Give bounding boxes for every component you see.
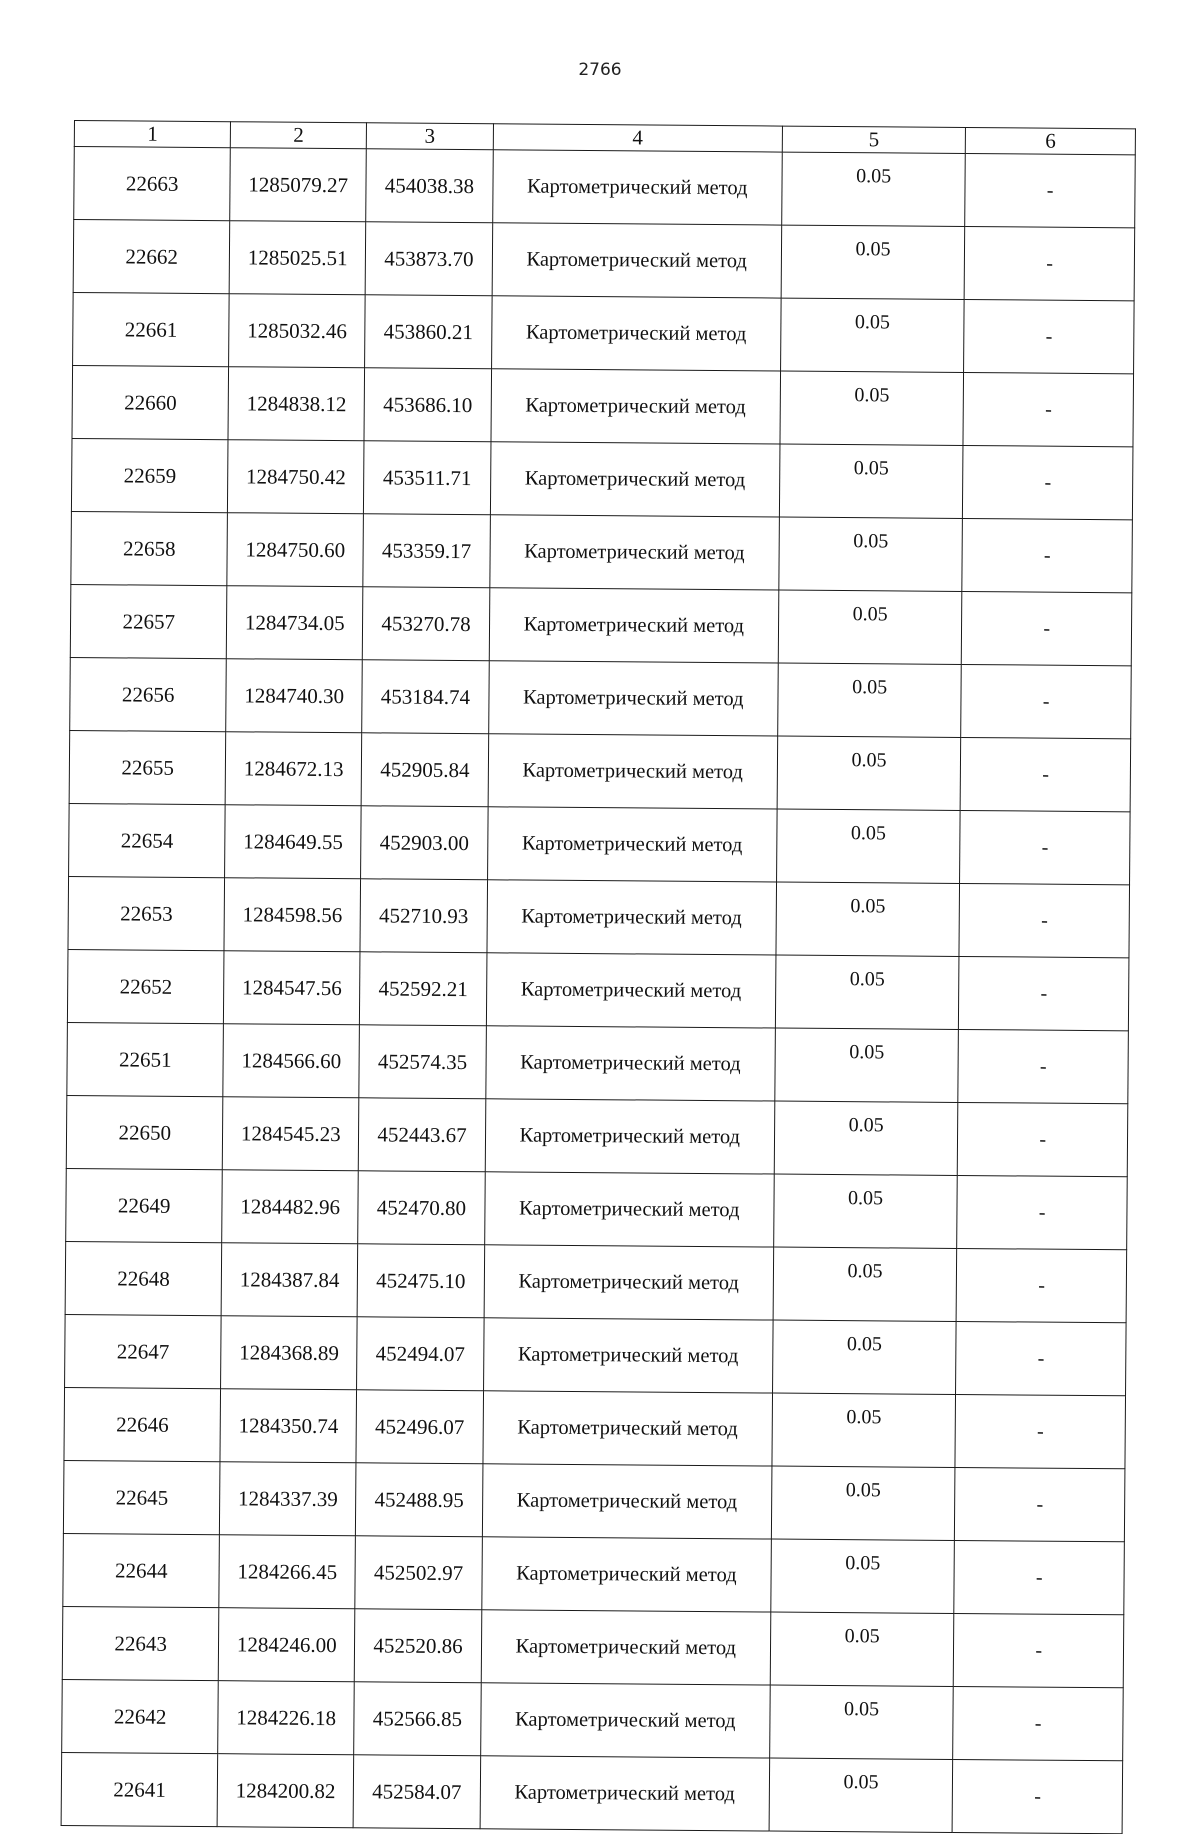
point-number-cell: 22654 [69, 803, 226, 877]
note-cell: - [959, 883, 1129, 957]
table-row [66, 1168, 1128, 1249]
point-number-cell: 22655 [69, 730, 226, 804]
header-col-3: 3 [366, 123, 493, 150]
x-coordinate-cell: 1284672.13 [226, 732, 362, 806]
point-number-cell: 22646 [64, 1387, 221, 1461]
header-col-5: 5 [782, 126, 966, 153]
point-number-cell: 22642 [62, 1679, 219, 1753]
x-coordinate-cell: 1284838.12 [228, 367, 364, 441]
table-row [70, 584, 1132, 665]
table-row [71, 511, 1133, 592]
table-row [62, 1679, 1124, 1760]
accuracy-cell: 0.05 [777, 736, 961, 810]
accuracy-cell: 0.05 [780, 371, 964, 445]
y-coordinate-cell: 452488.95 [355, 1463, 482, 1537]
accuracy-cell: 0.05 [774, 1101, 958, 1175]
accuracy-cell: 0.05 [781, 225, 965, 299]
point-number-cell: 22660 [72, 365, 229, 439]
note-cell: - [963, 445, 1133, 519]
note-cell: - [963, 372, 1133, 446]
y-coordinate-cell: 453184.74 [362, 660, 489, 734]
accuracy-cell: 0.05 [770, 1539, 954, 1613]
header-col-6: 6 [966, 128, 1136, 155]
point-number-cell: 22644 [63, 1533, 220, 1607]
y-coordinate-cell: 452502.97 [355, 1536, 482, 1610]
coordinates-table-wrapper [61, 120, 1136, 1834]
point-number-cell: 22650 [66, 1095, 223, 1169]
accuracy-cell: 0.05 [779, 517, 963, 591]
y-coordinate-cell: 452710.93 [360, 879, 487, 953]
point-number-cell: 22653 [68, 876, 225, 950]
note-cell: - [959, 956, 1129, 1030]
note-cell: - [956, 1321, 1126, 1395]
accuracy-cell: 0.05 [774, 1028, 958, 1102]
x-coordinate-cell: 1284545.23 [223, 1097, 359, 1171]
table-row [63, 1460, 1125, 1541]
x-coordinate-cell: 1284750.60 [227, 513, 363, 587]
note-cell: - [954, 1613, 1124, 1687]
note-cell: - [964, 299, 1134, 373]
accuracy-cell: 0.05 [772, 1320, 956, 1394]
note-cell: - [954, 1540, 1124, 1614]
x-coordinate-cell: 1284350.74 [220, 1389, 356, 1463]
y-coordinate-cell: 452470.80 [358, 1171, 485, 1245]
y-coordinate-cell: 452566.85 [354, 1682, 481, 1756]
method-cell: Картометрический метод [480, 1756, 769, 1831]
x-coordinate-cell: 1284649.55 [225, 805, 361, 879]
point-number-cell: 22648 [65, 1241, 222, 1315]
note-cell: - [960, 810, 1130, 884]
method-cell: Картометрический метод [491, 369, 780, 444]
accuracy-cell: 0.05 [779, 444, 963, 518]
table-row [69, 730, 1131, 811]
x-coordinate-cell: 1284598.56 [224, 878, 360, 952]
x-coordinate-cell: 1284226.18 [218, 1681, 354, 1755]
y-coordinate-cell: 453270.78 [362, 587, 489, 661]
accuracy-cell: 0.05 [770, 1612, 954, 1686]
table-row [67, 1022, 1129, 1103]
x-coordinate-cell: 1284547.56 [224, 951, 360, 1025]
method-cell: Картометрический метод [490, 515, 779, 590]
point-number-cell: 22663 [74, 147, 231, 221]
accuracy-cell: 0.05 [773, 1174, 957, 1248]
method-cell: Картометрический метод [486, 1026, 775, 1101]
point-number-cell: 22659 [71, 438, 228, 512]
table-row [74, 147, 1136, 228]
method-cell: Картометрический метод [487, 807, 776, 882]
accuracy-cell: 0.05 [776, 882, 960, 956]
accuracy-cell: 0.05 [769, 1758, 953, 1832]
x-coordinate-cell: 1284740.30 [226, 659, 362, 733]
table-row [65, 1241, 1127, 1322]
table-row [65, 1314, 1127, 1395]
method-cell: Картометрический метод [485, 1099, 774, 1174]
x-coordinate-cell: 1285025.51 [230, 221, 366, 295]
method-cell: Картометрический метод [487, 880, 776, 955]
accuracy-cell: 0.05 [778, 590, 962, 664]
point-number-cell: 22647 [65, 1314, 222, 1388]
table-row [62, 1606, 1124, 1687]
note-cell: - [961, 664, 1131, 738]
y-coordinate-cell: 453359.17 [363, 514, 490, 588]
table-row [72, 365, 1134, 446]
method-cell: Картометрический метод [492, 223, 781, 298]
method-cell: Картометрический метод [491, 296, 780, 371]
y-coordinate-cell: 452574.35 [359, 1025, 486, 1099]
note-cell: - [962, 518, 1132, 592]
y-coordinate-cell: 452903.00 [361, 806, 488, 880]
accuracy-cell: 0.05 [771, 1466, 955, 1540]
x-coordinate-cell: 1284337.39 [220, 1462, 356, 1536]
method-cell: Картометрический метод [493, 150, 782, 225]
x-coordinate-cell: 1285032.46 [229, 294, 365, 368]
y-coordinate-cell: 452520.86 [354, 1609, 481, 1683]
point-number-cell: 22649 [66, 1168, 223, 1242]
note-cell: - [958, 1102, 1128, 1176]
table-row [67, 949, 1129, 1030]
accuracy-cell: 0.05 [781, 152, 965, 226]
table-row [73, 292, 1135, 373]
table-row [70, 657, 1132, 738]
note-cell: - [961, 737, 1131, 811]
method-cell: Картометрический метод [481, 1683, 770, 1758]
coordinates-table [61, 120, 1136, 1834]
table-row [66, 1095, 1128, 1176]
x-coordinate-cell: 1284246.00 [219, 1608, 355, 1682]
accuracy-cell: 0.05 [775, 955, 959, 1029]
y-coordinate-cell: 453873.70 [365, 222, 492, 296]
x-coordinate-cell: 1284368.89 [221, 1316, 357, 1390]
note-cell: - [952, 1759, 1122, 1833]
x-coordinate-cell: 1284750.42 [228, 440, 364, 514]
x-coordinate-cell: 1284387.84 [222, 1243, 358, 1317]
point-number-cell: 22645 [63, 1460, 220, 1534]
table-row [68, 876, 1130, 957]
y-coordinate-cell: 452584.07 [353, 1755, 480, 1829]
y-coordinate-cell: 452443.67 [358, 1098, 485, 1172]
point-number-cell: 22657 [70, 584, 227, 658]
x-coordinate-cell: 1284200.82 [218, 1754, 354, 1828]
header-col-2: 2 [231, 122, 367, 149]
table-row [71, 438, 1133, 519]
point-number-cell: 22652 [67, 949, 224, 1023]
method-cell: Картометрический метод [490, 442, 779, 517]
y-coordinate-cell: 452905.84 [361, 733, 488, 807]
method-cell: Картометрический метод [481, 1610, 770, 1685]
method-cell: Картометрический метод [486, 953, 775, 1028]
note-cell: - [958, 1029, 1128, 1103]
table-row [63, 1533, 1125, 1614]
y-coordinate-cell: 454038.38 [366, 149, 493, 223]
accuracy-cell: 0.05 [776, 809, 960, 883]
y-coordinate-cell: 452475.10 [357, 1244, 484, 1318]
point-number-cell: 22651 [67, 1022, 224, 1096]
y-coordinate-cell: 452494.07 [357, 1317, 484, 1391]
y-coordinate-cell: 453511.71 [363, 441, 490, 515]
header-col-1: 1 [74, 121, 231, 148]
note-cell: - [955, 1467, 1125, 1541]
note-cell: - [965, 227, 1135, 301]
page-number: 2766 [578, 60, 622, 80]
method-cell: Картометрический метод [484, 1245, 773, 1320]
table-body [61, 147, 1135, 1834]
note-cell: - [965, 154, 1135, 228]
table-row [61, 1752, 1123, 1833]
table-row [73, 220, 1135, 301]
accuracy-cell: 0.05 [777, 663, 961, 737]
header-col-4: 4 [493, 124, 782, 152]
method-cell: Картометрический метод [482, 1464, 771, 1539]
method-cell: Картометрический метод [485, 1172, 774, 1247]
x-coordinate-cell: 1284482.96 [222, 1170, 358, 1244]
point-number-cell: 22641 [61, 1752, 218, 1826]
x-coordinate-cell: 1284266.45 [219, 1535, 355, 1609]
x-coordinate-cell: 1284734.05 [227, 586, 363, 660]
point-number-cell: 22661 [73, 292, 230, 366]
point-number-cell: 22658 [71, 511, 228, 585]
y-coordinate-cell: 453860.21 [365, 295, 492, 369]
method-cell: Картометрический метод [488, 734, 777, 809]
y-coordinate-cell: 453686.10 [364, 368, 491, 442]
method-cell: Картометрический метод [489, 588, 778, 663]
accuracy-cell: 0.05 [780, 298, 964, 372]
y-coordinate-cell: 452592.21 [359, 952, 486, 1026]
note-cell: - [957, 1248, 1127, 1322]
table-row [69, 803, 1131, 884]
x-coordinate-cell: 1285079.27 [230, 148, 366, 222]
note-cell: - [957, 1175, 1127, 1249]
note-cell: - [953, 1686, 1123, 1760]
method-cell: Картометрический метод [483, 1391, 772, 1466]
accuracy-cell: 0.05 [773, 1247, 957, 1321]
method-cell: Картометрический метод [483, 1318, 772, 1393]
x-coordinate-cell: 1284566.60 [223, 1024, 359, 1098]
note-cell: - [962, 591, 1132, 665]
note-cell: - [955, 1394, 1125, 1468]
method-cell: Картометрический метод [489, 661, 778, 736]
point-number-cell: 22656 [70, 657, 227, 731]
accuracy-cell: 0.05 [772, 1393, 956, 1467]
point-number-cell: 22662 [73, 220, 230, 294]
accuracy-cell: 0.05 [769, 1685, 953, 1759]
y-coordinate-cell: 452496.07 [356, 1390, 483, 1464]
method-cell: Картометрический метод [482, 1537, 771, 1612]
point-number-cell: 22643 [62, 1606, 219, 1680]
table-row [64, 1387, 1126, 1468]
